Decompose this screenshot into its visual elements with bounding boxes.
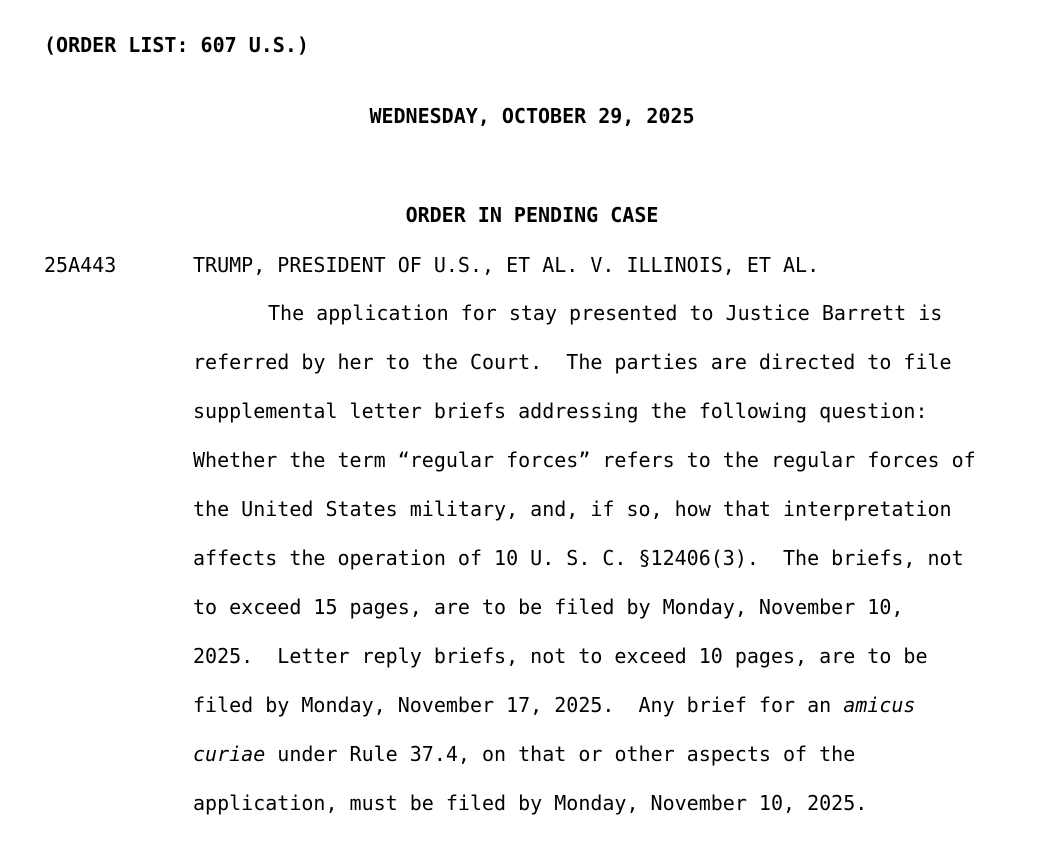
document-date: WEDNESDAY, OCTOBER 29, 2025 [369,104,695,128]
order-text-line: 2025. Letter reply briefs, not to exceed 10 pages, are to be [193,644,928,668]
order-text-line: the United States military, and, if so, how that interpretation [193,497,952,521]
order-text-line [193,742,855,766]
order-text-line: The application for stay presented to Justice Barrett is [268,301,943,325]
order-text-line: application, must be filed by Monday, November 10, 2025. [193,791,868,815]
section-heading: ORDER IN PENDING CASE [405,203,659,227]
order-text-line: Whether the term “regular forces” refers to the regular forces of [193,448,976,472]
case-caption: TRUMP, PRESIDENT OF U.S., ET AL. V. ILLINOIS, ET AL. [193,253,820,277]
order-text-segment: filed by Monday, November 17, 2025. Any brief for an [193,693,844,717]
order-text-line: referred by her to the Court. The parties are directed to file [193,350,952,374]
order-list-number: (ORDER LIST: 607 U.S.) [44,33,309,57]
order-text-line: supplemental letter briefs addressing the following question: [193,399,928,423]
order-text-line: to exceed 15 pages, are to be filed by Monday, November 10, [193,595,904,619]
order-text-line: affects the operation of 10 U. S. C. §12406(3). The briefs, not [193,546,964,570]
order-text-segment: under Rule 37.4, on that or other aspects of the [265,742,856,766]
case-docket-number: 25A443 [44,253,117,277]
curiae-italic-term: curiae [193,742,266,766]
order-text-line [193,693,915,717]
amicus-italic-term: amicus [843,693,916,717]
